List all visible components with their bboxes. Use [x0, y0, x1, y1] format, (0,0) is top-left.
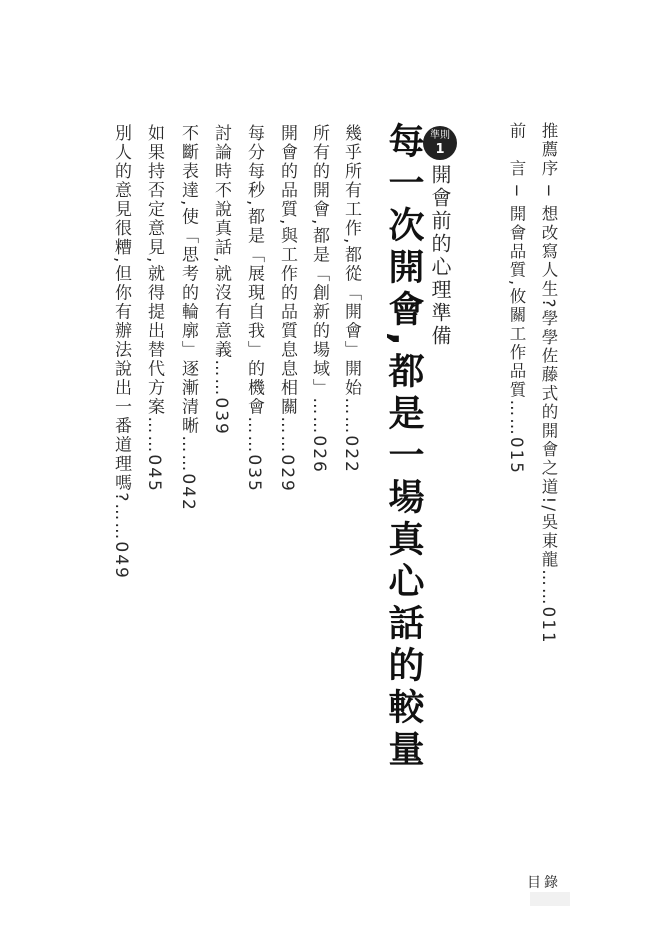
chapter-subtitle: 開會前的心理準備	[428, 164, 452, 348]
toc-item: 每分每秒,都是「展現自我」的機會……035	[244, 124, 264, 493]
toc-item: 開會的品質,與工作的品質息息相關……029	[277, 124, 297, 493]
toc-item: 討論時不說真話,就沒有意義……039	[211, 124, 231, 436]
toc-item: 所有的開會,都是「創新的場域」……026	[309, 124, 329, 474]
toc-item: 如果持否定意見,就得提出替代方案……045	[144, 124, 164, 493]
preface-foreword: 前 言 ─ 開會品質,攸關工作品質……015	[507, 122, 526, 476]
badge-label: 準則	[430, 130, 450, 141]
toc-item: 別人的意見很糟,但你有辦法說出一番道理嗎?……049	[111, 124, 131, 580]
toc-item: 不斷表達,使「思考的輪廓」逐漸清晰……042	[178, 124, 198, 512]
footer-shadow	[530, 892, 570, 906]
footer-label: 目錄	[527, 875, 561, 891]
toc-item: 幾乎所有工作,都從「開會」開始……022	[341, 124, 361, 474]
preface-recommendation: 推薦序 ─ 想改寫人生?學學佐藤式的開會之道!/吳東龍……011	[539, 122, 558, 645]
chapter-headline: 每一次開會,都是一場真心話的較量	[383, 122, 424, 772]
badge-number: 1	[435, 142, 445, 157]
